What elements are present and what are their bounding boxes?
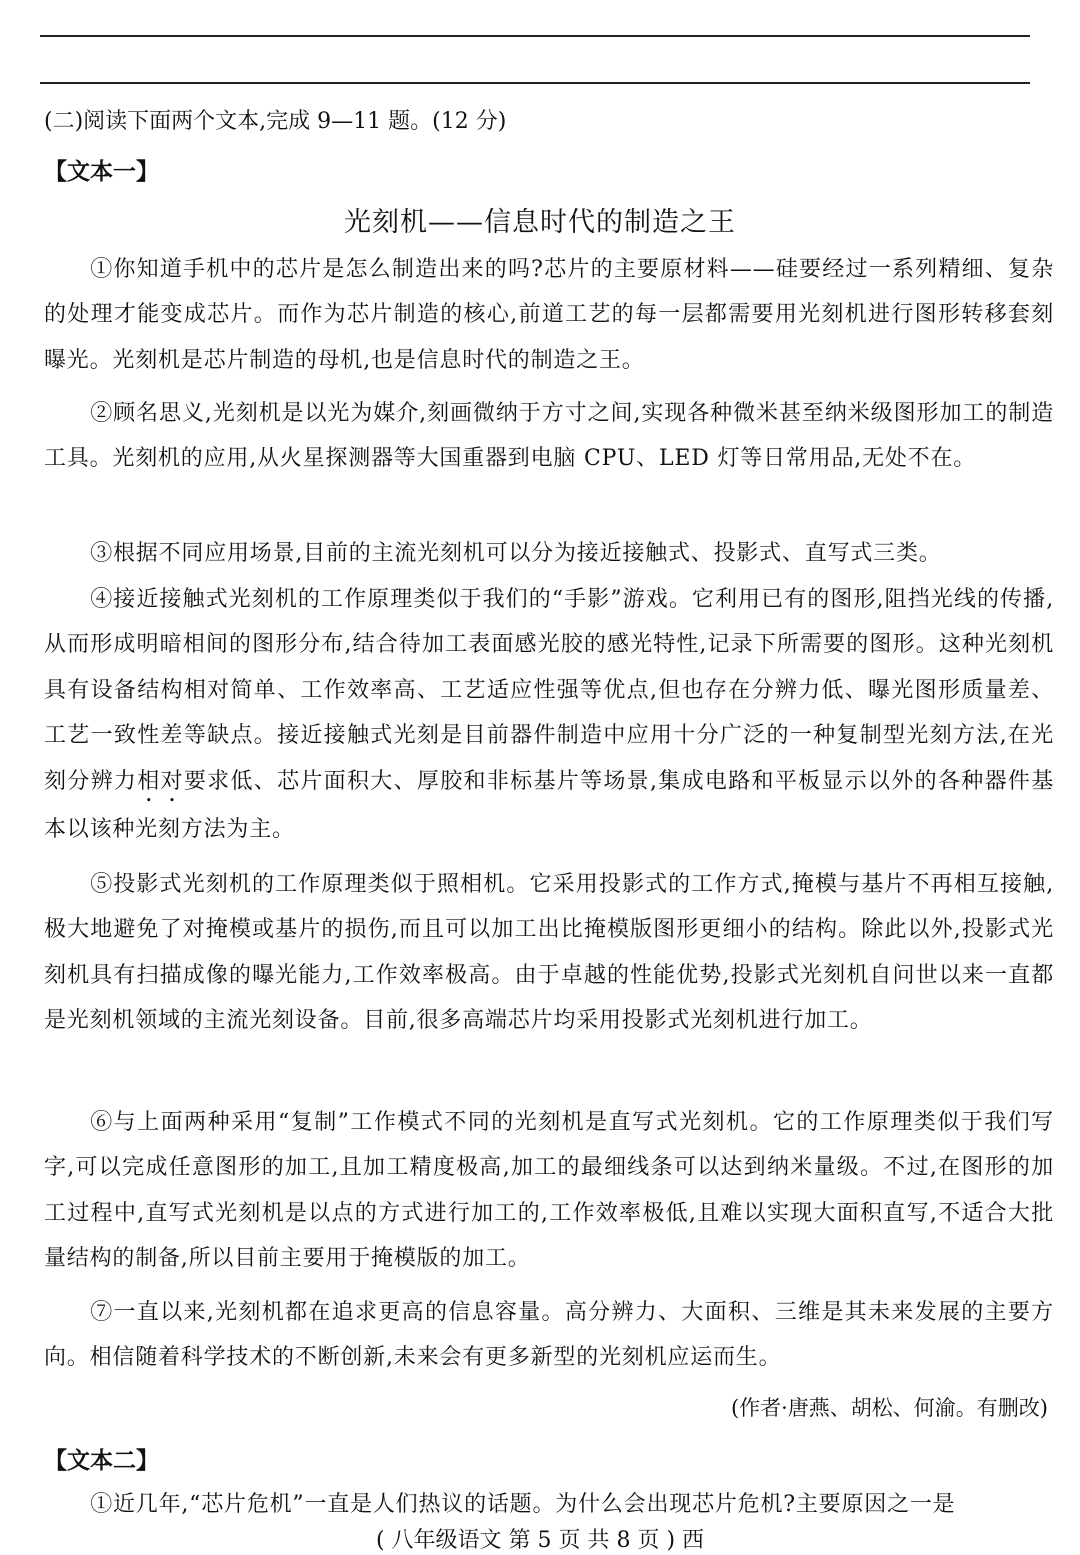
paragraph-7: ⑦一直以来,光刻机都在追求更高的信息容量。高分辨力、大面积、三维是其未来发展的主要方向。相信随着科学技术的不断创新,未来会有更多新型的光刻机应运而生。 [44, 1300, 1054, 1371]
paragraph-5: ⑤投影式光刻机的工作原理类似于照相机。它采用投影式的工作方式,掩模与基片不再相互接触,极大地避免了对掩模或基片的损伤,而且可以加工出比掩模版图形更细小的结构。除此以外,投影式光刻机具有扫描成像的曝光能力,工作效率极高。由于卓越的性能优势,投影式光刻机自问世以来一直都是光刻机领域的主流光刻设备。目前,很多高端芯片均采用投影式光刻机进行加工。 [44, 872, 1054, 1034]
page-footer: ( 八年级语文 第 5 页 共 8 页 ) 西 [375, 1528, 705, 1553]
paragraph-3: ③根据不同应用场景,目前的主流光刻机可以分为接近接触式、投影式、直写式三类。 [90, 541, 942, 566]
article-title: 光刻机——信息时代的制造之王 [344, 207, 736, 238]
paragraph-4 [44, 577, 1054, 852]
paragraph-6: ⑥与上面两种采用“复制”工作模式不同的光刻机是直写式光刻机。它的工作原理类似于我们写字,可以完成任意图形的加工,且加工精度极高,加工的最细线条可以达到纳米量级。不过,在图形的加工过程中,直写式光刻机是以点的方式进行加工的,工作效率极低,且难以实现大面积直写,不适合大批量结构的制备,所以目前主要用于掩模版的加工。 [44, 1110, 1054, 1272]
answer-line-2 [40, 82, 1030, 84]
paragraph-4-part-2: 要求低、芯片面积大、厚胶和非标基片等场景,集成电路和平板显示以外的各种器件基本以该种光刻方法为主。 [44, 768, 1054, 842]
text1-label: 【文本一】 [44, 158, 159, 185]
text2-paragraph-1: ①近几年,“芯片危机”一直是人们热议的话题。为什么会出现芯片危机?主要原因之一是 [90, 1492, 956, 1517]
paragraph-2: ②顾名思义,光刻机是以光为媒介,刻画微纳于方寸之间,实现各种微米甚至纳米级图形加工的制造工具。光刻机的应用,从火星探测器等大国重器到电脑 CPU、LED 灯等日常用品,无处不在。 [44, 401, 1054, 472]
answer-line-1 [40, 35, 1030, 37]
paragraph-4-part-1: ④接近接触式光刻机的工作原理类似于我们的“手影”游戏。它利用已有的图形,阻挡光线的传播,从而形成明暗相间的图形分布,结合待加工表面感光胶的感光特性,记录下所需要的图形。这种光刻机具有设备结构相对简单、工作效率高、工艺适应性强等优点,但也存在分辨力低、曝光图形质量差、工艺一致性差等缺点。接近接触式光刻是目前器件制造中应用十分广泛的一种复制型光刻方法,在光刻分辨力 [44, 587, 1054, 794]
section-instruction: (二)阅读下面两个文本,完成 9—11 题。(12 分) [44, 109, 507, 134]
paragraph-1: ①你知道手机中的芯片是怎么制造出来的吗?芯片的主要原材料——硅要经过一系列精细、复杂的处理才能变成芯片。而作为芯片制造的核心,前道工艺的每一层都需要用光刻机进行图形转移套刻曝光。光刻机是芯片制造的母机,也是信息时代的制造之王。 [44, 257, 1054, 373]
emphasized-word: 相对 [137, 768, 184, 794]
source-attribution: (作者·唐燕、胡松、何渝。有删改) [730, 1396, 1048, 1420]
text2-label: 【文本二】 [44, 1447, 159, 1474]
